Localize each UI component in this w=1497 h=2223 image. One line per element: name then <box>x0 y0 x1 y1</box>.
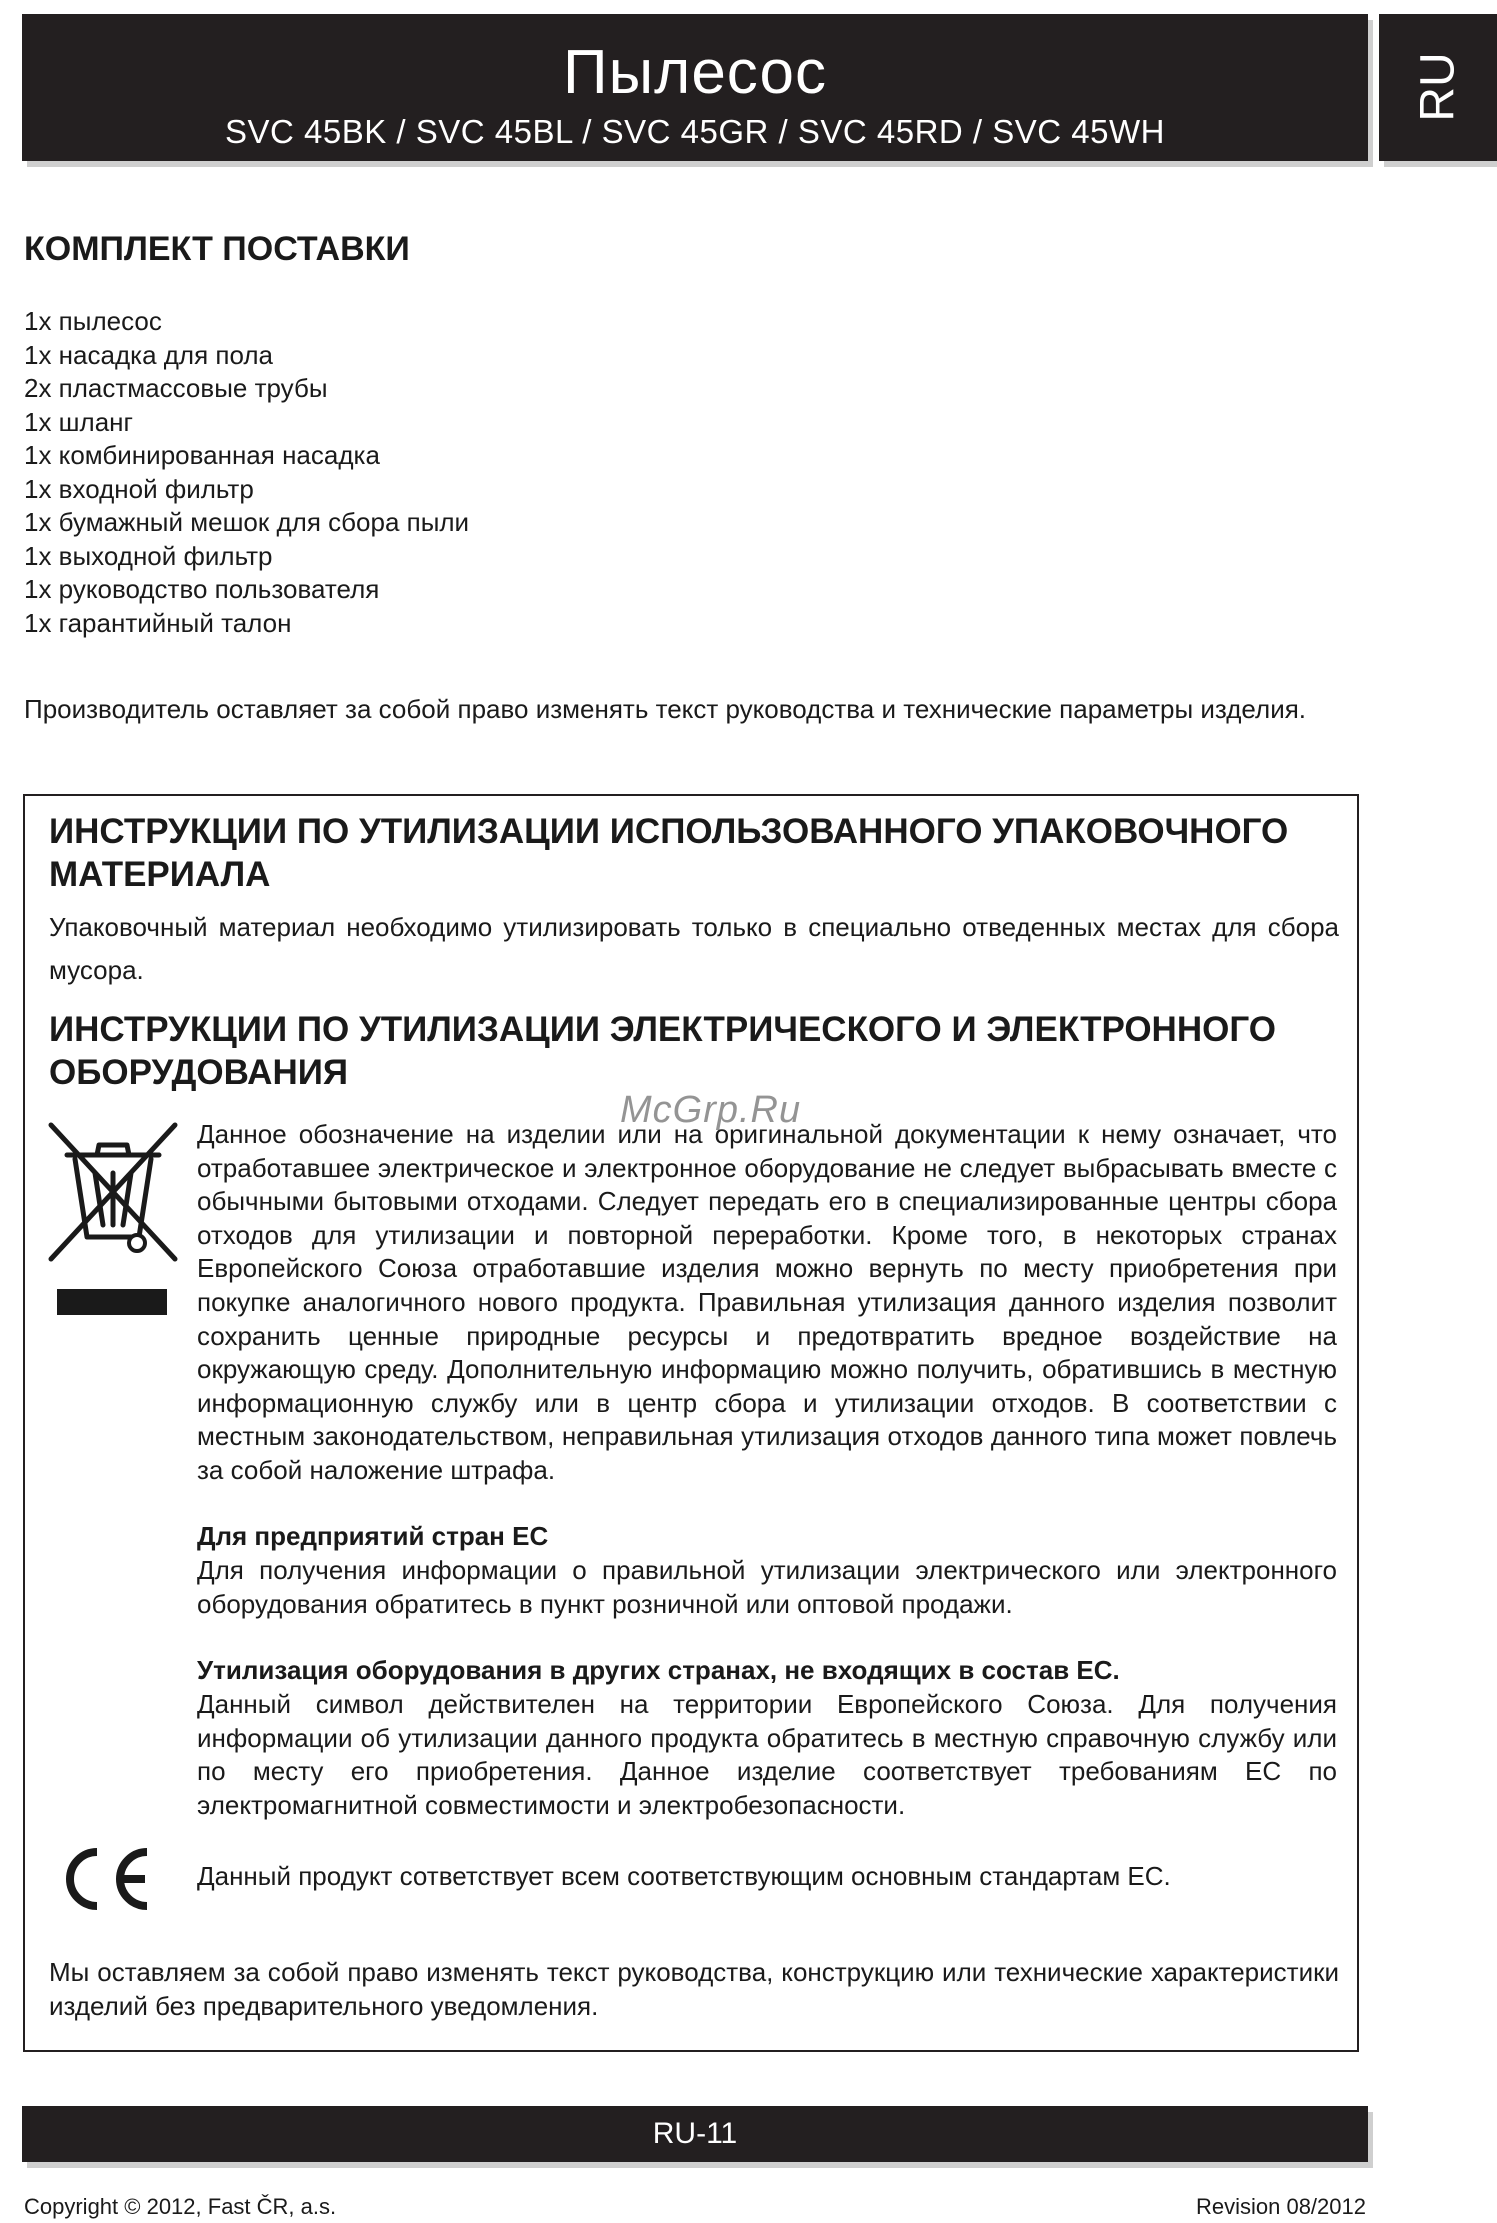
disposal-box <box>23 794 1359 2052</box>
list-item: 1x пылесос <box>24 306 162 336</box>
model-list: SVC 45BK / SVC 45BL / SVC 45GR / SVC 45RD / SVC 45WH <box>225 113 1165 150</box>
manufacturer-note: Производитель оставляет за собой право изменять текст руководства и технические параметры изделия. <box>24 694 1307 724</box>
ce-compliance-text: Данный продукт сответствует всем соответствующим основным стандартам ЕС. <box>197 1861 1171 1891</box>
package-heading: КОМПЛЕКТ ПОСТАВКИ <box>24 230 410 268</box>
packaging-disposal-heading: ИНСТРУКЦИИ ПО УТИЛИЗАЦИИ ИСПОЛЬЗОВАННОГО УПАКОВОЧНОГО МАТЕРИАЛА <box>49 812 1289 894</box>
copyright: Copyright © 2012, Fast ČR, a.s. <box>24 2194 337 2219</box>
page-number: RU-11 <box>652 2117 738 2150</box>
packaging-disposal-text: Упаковочный материал необходимо утилизировать только в специально отведенных местах для сбора мусора. <box>49 912 1339 985</box>
ce-mark-icon <box>53 1844 153 1914</box>
page-title: Пылесос <box>563 38 827 107</box>
revision: Revision 08/2012 <box>1195 2194 1366 2219</box>
equipment-disposal-text: Данное обозначение на изделии или на оригинальной документации к нему означает, что отработавшее электрическое и электронное оборудование не следует выбрасывать вместе с обычными бытовыми отходами. Следует передать его в специализированные центры сбора отходов для утилизации и повторной переработки. Кроме того, в некоторых странах Европейского Союза отработавшие изделия можно вернуть по месту приобретения при покупке аналогичного нового продукта. Правильная утилизация данного изделия позволит сохранить ценные природные ресурсы и предотвратить вредное воздействие на окружающую среду. Дополнительную информацию можно получить, обратившись в местную информационную службу или в центр сбора и утилизации отходов. В соответствии с местным законодательством, неправильная утилизация отходов данного типа может повлечь за собой наложение штрафа. <box>197 1119 1337 1485</box>
list-item: 2x пластмассовые трубы <box>24 373 328 403</box>
non-eu-text: Данный символ действителен на территории Европейского Союза. Для получения информации об утилизации данного продукта обратитесь в местную справочную службу или по месту его приобретения. Данное изделие соответствует требованиям ЕС по электромагнитной совместимости и электробезопасности. <box>197 1689 1337 1820</box>
list-item: 1x насадка для пола <box>24 339 274 370</box>
watermark: McGrp.Ru <box>620 1089 802 1131</box>
list-item: 1x комбинированная насадка <box>24 440 380 470</box>
page-number-bar <box>22 2106 1368 2162</box>
list-item: 1x шланг <box>24 406 134 437</box>
list-item: 1x гарантийный талон <box>24 607 292 638</box>
equipment-disposal-heading: ИНСТРУКЦИИ ПО УТИЛИЗАЦИИ ЭЛЕКТРИЧЕСКОГО И ЭЛЕКТРОННОГО ОБОРУДОВАНИЯ <box>49 1010 1276 1092</box>
eu-enterprise-text: Для получения информации о правильной утилизации электрического или электронного оборудования обратитесь в пункт розничной или оптовой продажи. <box>197 1555 1337 1619</box>
non-eu-heading: Утилизация оборудования в других странах, не входящих в состав ЕС. <box>197 1655 1120 1685</box>
header-bar <box>22 14 1368 161</box>
list-item: 1x входной фильтр <box>24 473 254 504</box>
list-item: 1x бумажный мешок для сбора пыли <box>24 507 470 537</box>
crossed-out-wheelie-bin-icon <box>47 1121 179 1317</box>
rights-reserved-text: Мы оставляем за собой право изменять текст руководства, конструкцию или технические характеристики изделий без предварительного уведомления. <box>49 1957 1339 2021</box>
list-item: 1x руководство пользователя <box>24 574 380 604</box>
language-tab <box>1379 14 1497 161</box>
list-item: 1x выходной фильтр <box>24 540 273 571</box>
language-code: RU <box>1411 52 1465 122</box>
eu-enterprise-heading: Для предприятий стран ЕС <box>197 1521 549 1551</box>
package-list <box>24 305 469 640</box>
